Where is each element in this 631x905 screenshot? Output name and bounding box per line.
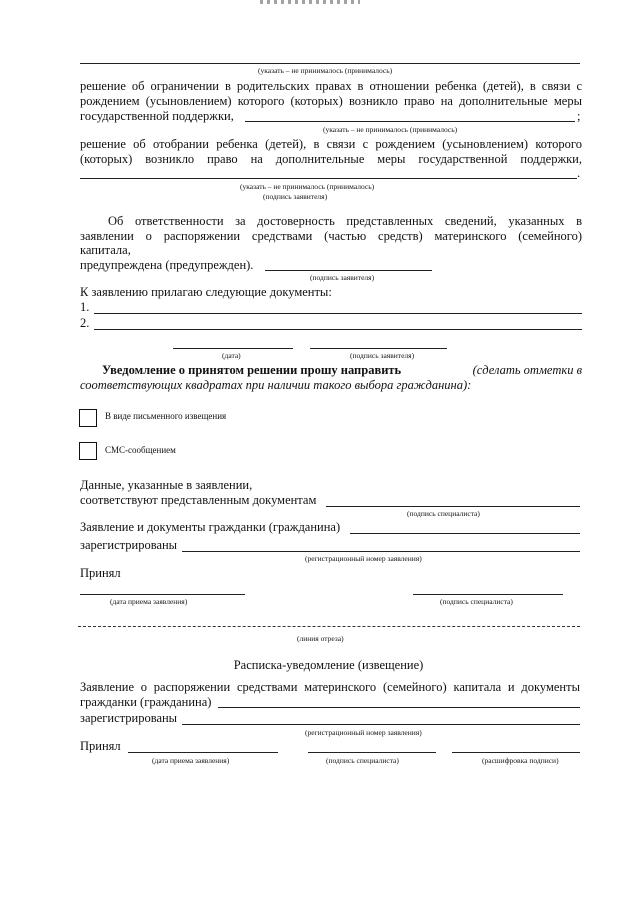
data-match-line-1: Данные, указанные в заявлении, [80, 478, 253, 492]
option-sms-label: СМС-сообщением [105, 445, 176, 455]
warned-text: предупреждена (предупрежден). [80, 258, 254, 272]
receipt-text-line-2: гражданки (гражданина) [80, 695, 212, 709]
caption-specialist-signature: (подпись специалиста) [407, 509, 480, 518]
caption-removal-2: (подпись заявителя) [263, 192, 328, 201]
date-line[interactable] [173, 348, 293, 349]
attachment-number-2: 2. [80, 316, 90, 330]
specialist-signature-line[interactable] [326, 506, 580, 507]
cut-line [78, 626, 580, 627]
registration-number-line[interactable] [182, 551, 580, 552]
option-written-label: В виде письменного извещения [105, 411, 227, 421]
scan-artifact [260, 0, 360, 4]
caption-specialist-signature-2: (подпись специалиста) [440, 597, 513, 606]
receipt-accept-date-line[interactable] [128, 752, 278, 753]
caption-removal-1: (указать – не принималось (принималось) [240, 182, 375, 191]
citizen-name-line[interactable] [350, 533, 580, 534]
receipt-citizen-line[interactable] [218, 707, 580, 708]
applicant-signature-line[interactable] [265, 270, 432, 271]
receipt-signature-decode-line[interactable] [452, 752, 580, 753]
caption-specialist-signature-3: (подпись специалиста) [326, 756, 399, 765]
notify-italic-1: (сделать отметки в [472, 363, 582, 377]
caption-accept-date-2: (дата приема заявления) [152, 756, 230, 765]
receipt-registration-number-line[interactable] [182, 724, 580, 725]
data-match-line-2: соответствуют представленным документам [80, 493, 317, 507]
specialist-signature-line-2[interactable] [413, 594, 563, 595]
period: . [577, 166, 581, 180]
receipt-specialist-signature-line[interactable] [308, 752, 436, 753]
attachment-line-1[interactable] [94, 313, 582, 314]
receipt-accepted-text: Принял [80, 739, 121, 753]
input-line-restriction[interactable] [245, 121, 575, 122]
para-restriction-line-1: решение об ограничении в родительских правах в отношении ребенка (детей), в связи с [80, 79, 582, 93]
caption-accept-date: (дата приема заявления) [110, 597, 188, 606]
para-removal-line-1: решение об отобрании ребенка (детей), в связи с рождением (усыновлением) которого [80, 137, 582, 151]
caption-restriction: (указать – не принималось (принималось) [323, 125, 458, 134]
receipt-title: Расписка-уведомление (извещение) [233, 658, 424, 672]
checkbox-written[interactable] [79, 409, 97, 427]
caption-registration-number: (регистрационный номер заявления) [305, 554, 422, 563]
input-line-removal[interactable] [80, 178, 577, 179]
notify-line-1 [102, 363, 582, 377]
caption-cut-line: (линия отреза) [297, 634, 344, 643]
applicant-signature-line-2[interactable] [310, 348, 447, 349]
para-restriction-line-3: государственной поддержки, [80, 109, 234, 123]
checkbox-sms[interactable] [79, 442, 97, 460]
receipt-text-line-1: Заявление о распоряжении средствами материнского (семейного) капитала и документы [80, 680, 580, 694]
caption-applicant-signature-2: (подпись заявителя) [350, 351, 415, 360]
responsibility-line-3: капитала, [80, 243, 131, 257]
registered-text: зарегистрированы [80, 538, 178, 552]
input-line-top[interactable] [80, 63, 580, 64]
notify-bold: Уведомление о принятом решении прошу направить [102, 363, 402, 377]
responsibility-line-2: заявлении о распоряжении средствами (частью средств) материнского (семейного) [80, 229, 582, 243]
semicolon: ; [577, 109, 581, 123]
attachment-line-2[interactable] [94, 329, 582, 330]
accept-date-line[interactable] [80, 594, 245, 595]
attachments-intro: К заявлению прилагаю следующие документы: [80, 285, 332, 299]
caption-signature-decode: (расшифровка подписи) [482, 756, 559, 765]
caption-date: (дата) [222, 351, 241, 360]
notify-italic-2: соответствующих квадратах при наличии такого выбора гражданина): [80, 378, 472, 392]
caption-top: (указать – не принималось (принималось) [258, 66, 393, 75]
accepted-text: Принял [80, 566, 121, 580]
caption-registration-number-2: (регистрационный номер заявления) [305, 728, 422, 737]
docs-citizen-text: Заявление и документы гражданки (гражданина) [80, 520, 341, 534]
receipt-registered-text: зарегистрированы [80, 711, 178, 725]
caption-applicant-signature: (подпись заявителя) [310, 273, 375, 282]
attachment-number-1: 1. [80, 300, 90, 314]
responsibility-line-1: Об ответственности за достоверность представленных сведений, указанных в [108, 214, 582, 228]
para-restriction-line-2: рождением (усыновлением) которого (которых) возникло право на дополнительные меры [80, 94, 582, 108]
para-removal-line-2: (которых) возникло право на дополнительные меры государственной поддержки, [80, 152, 582, 166]
